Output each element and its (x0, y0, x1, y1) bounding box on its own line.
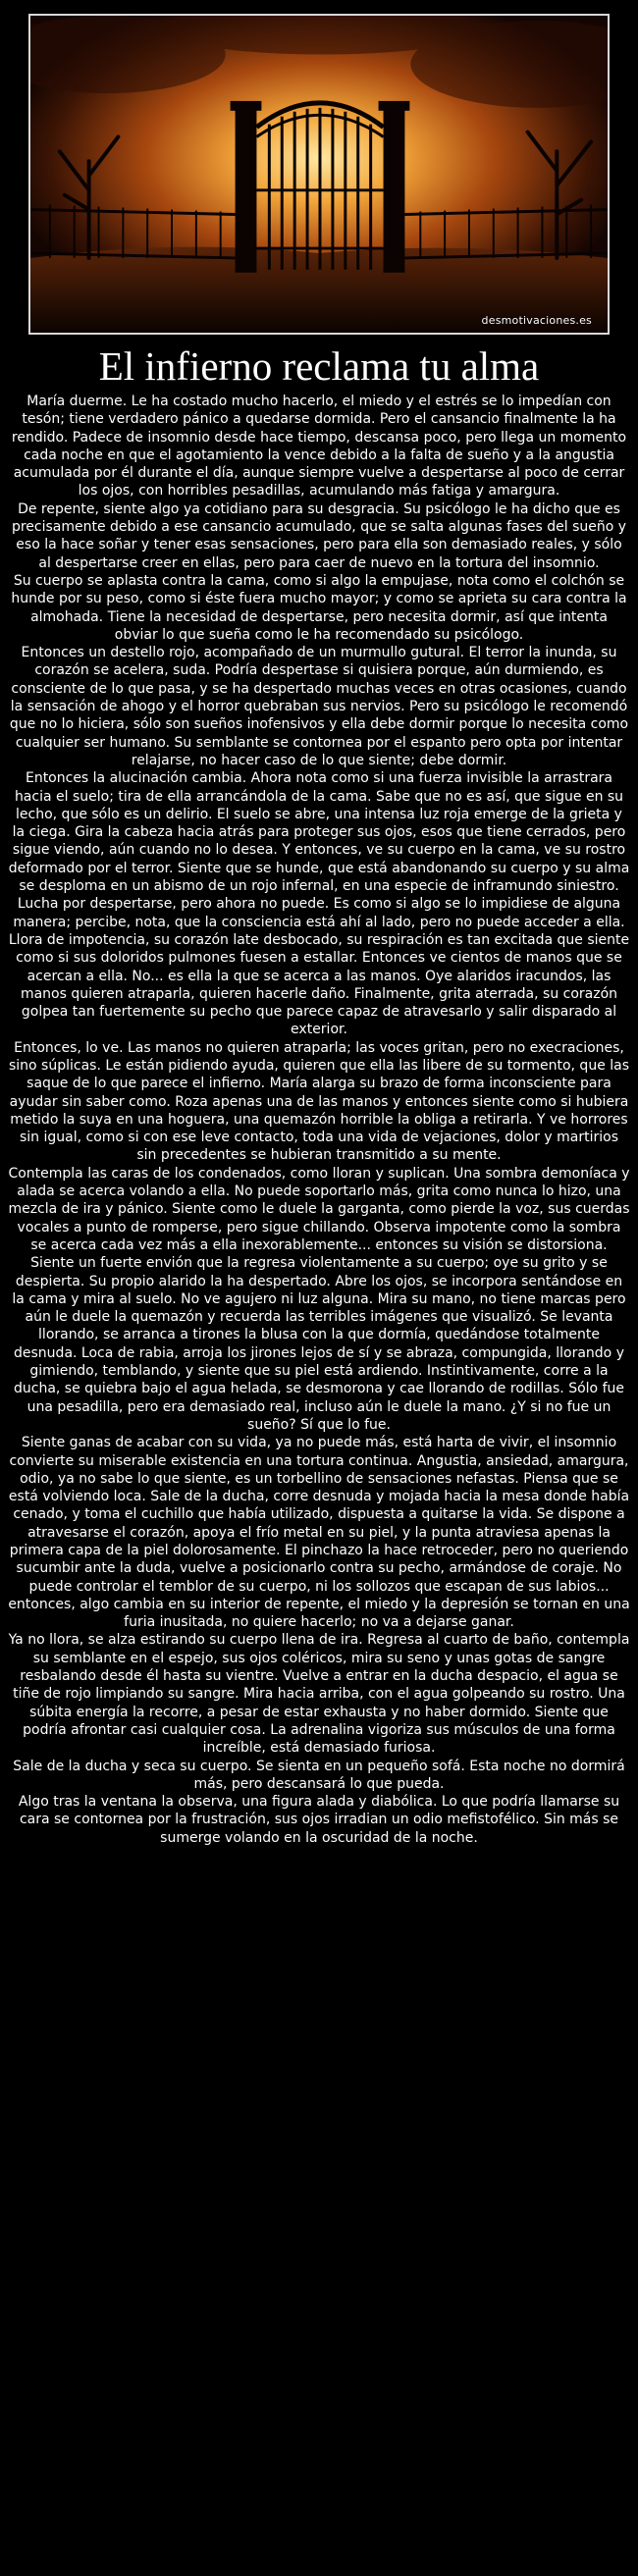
page-title: El infierno reclama tu alma (98, 343, 540, 389)
paragraph: Siente un fuerte envión que la regresa violentamente a su cuerpo; oye su grito y se despierta. Su propio alarido la ha despertado. Abre los ojos, se incorpora sentándose en la cama y mira al suelo. No ve agujero ni luz alguna. Mira su mano, no tiene marcas pero aún le duele la quemazón y recuerda las terribles imágenes que visualizó. Se levanta llorando, se arranca a tirones la blusa con la que dormía, quedándose totalmente desnuda. Loca de rabia, arroja los jirones lejos de sí y se abraza, compungida, llorando y gimiendo, temblando, y siente que su piel está ardiendo. Instintivamente, corre a la ducha, se quiebra bajo el agua helada, se desmorona y cae llorando de rodillas. Sólo fue una pesadilla, pero era demasiado real, incluso aún le duele la mano. ¿Y si no fue un sueño? Sí que lo fue. (12, 1255, 626, 1433)
paragraph: Siente ganas de acabar con su vida, ya no puede más, está harta de vivir, el insomnio convierte su miserable existencia en una tortura continua. Angustia, ansiedad, amargura, odio, ya no sabe lo que siente, es un torbellino de sensaciones nefastas. Piensa que se está volviendo loca. Sale de la ducha, corre desnuda y mojada hacia la mesa donde había cenado, y toma el cuchillo que había utilizado, dispuesta a quitarse la vida. Se dispone a atravesarse el corazón, apoya el frío metal en su piel, y la punta atraviesa apenas la primera capa de la piel dolorosamente. El pinchazo la hace retroceder, pero no queriendo sucumbir ante la duda, vuelve a posicionarlo contra su pecho, armándose de coraje. No puede controlar el temblor de su cuerpo, ni los sollozos que escapan de sus labios... entonces, algo cambia en su interior de repente, el miedo y la depresión se tornan en una furia inusitada, no quiere hacerlo; no va a dejarse ganar. (8, 1435, 630, 1631)
story-body (8, 393, 630, 1847)
paragraph: De repente, siente algo ya cotidiano para su desgracia. Su psicólogo le ha dicho que es precisamente debido a ese cansancio acumulado, que se salta algunas fases del sueño y eso la hace soñar y tener esas sensaciones, pero para ella son demasiado reales, y sólo al despertarse creer en ellas, pero para caer de nuevo en la tortura del insomnio. (11, 500, 627, 571)
hell-gate-photo-icon (30, 16, 608, 333)
paragraph: Contempla las caras de los condenados, como lloran y suplican. Una sombra demoníaca y alada se acerca volando a ella. No puede soportarlo más, grita como nunca lo hizo, una mezcla de ira y pánico. Siente como le duele la garganta, como pierde la voz, sus cuerdas vocales a punto de romperse, pero sigue chillando. Observa impotente como la sombra se acerca cada vez más a ella inexorablemente... entonces su visión se distorsiona. (8, 1165, 630, 1253)
paragraph: Entonces un destello rojo, acompañado de un murmullo gutural. El terror la inunda, su corazón se acelera, suda. Podría despertase si quisiera porque, aún durmiendo, es consciente de lo que pasa, y se ha despertado muchas veces en otras ocasiones, cuando la sensación de ahogo y el horror quebraban sus nervios. Pero su psicólogo le recomendó que no lo hiciera, sólo son sueños inofensivos y ella debe dormir porque lo necesita como cualquier ser humano. Su semblante se contornea por el espanto pero opta por intentar relajarse, no hacer caso de lo que siente; debe dormir. (9, 645, 629, 768)
paragraph: María duerme. Le ha costado mucho hacerlo, el miedo y el estrés se lo impedían con tesón; tiene verdadero pánico a quedarse dormida. Pero el cansancio finalmente la ha rendido. Padece de insomnio desde hace tiempo, descansa poco, pero llega un momento cada noche en que el agotamiento la vence debido a la falta de sueño y a la angustia acumulada por él durante el día, aunque siempre vuelve a despertarse al poco de cerrar los ojos, con horribles pesadillas, acumulando más fatiga y amargura. (11, 394, 627, 499)
paragraph: Algo tras la ventana la observa, una figura alada y diabólica. Lo que podría llamarse su cara se contornea por la frustración, sus ojos irradian un odio mefistofélico. Sin más se sumerge volando en la oscuridad de la noche. (18, 1794, 620, 1846)
paragraph: Su cuerpo se aplasta contra la cama, como si algo la empujase, nota como el colchón se hunde por su peso, como si éste fuera mucho mayor; y como se aprieta su cara contra la almohada. Tiene la necesidad de despertarse, pero necesita dormir, así que intenta obviar lo que sueña como le ha recomendado su psicólogo. (11, 572, 627, 643)
poster-photo (28, 14, 610, 335)
paragraph: Sale de la ducha y seca su cuerpo. Se sienta en un pequeño sofá. Esta noche no dormirá más, pero descansará lo que pueda. (13, 1758, 625, 1792)
paragraph: Lucha por despertarse, pero ahora no puede. Es como si algo se lo impidiese de alguna manera; percibe, nota, que la consciencia está ahí al lado, pero no puede acceder a ella. Llora de impotencia, su corazón late desbocado, su respiración es tan excitada que siente como si sus doloridos pulmones fuesen a estallar. Entonces ve cientos de manos que se acercan a ella. No... es ella la que se acerca a las manos. Oye alaridos iracundos, las manos quieren atraparla, quieren hacerle daño. Finalmente, grita aterrada, su corazón golpea tan fuertemente su pecho que parece capaz de atravesarlo y salir disparado al exterior. (8, 896, 630, 1038)
paragraph: Ya no llora, se alza estirando su cuerpo llena de ira. Regresa al cuarto de baño, contempla su semblante en el espejo, sus ojos coléricos, mira su seno y unas gotas de sangre resbalando desde él hasta su vientre. Vuelve a entrar en la ducha despacio, el agua se tiñe de rojo limpiando su sangre. Mira hacia arriba, con el agua golpeando su rostro. Una súbita energía la recorre, a pesar de estar exhausta y no haber dormido. Siente que podría afrontar casi cualquier cosa. La adrenalina vigoriza sus músculos de una forma increíble, está demasiado furiosa. (8, 1632, 630, 1757)
paragraph: Entonces la alucinación cambia. Ahora nota como si una fuerza invisible la arrastrara hacia el suelo; tira de ella arrancándola de la cama. Sabe que no es así, que sigue en su lecho, que sólo es un delirio. El suelo se abre, una intensa luz roja emerge de la grieta y la ciega. Gira la cabeza hacia atrás para proteger sus ojos, esos que tiene cerrados, pero sigue viendo, aún cuando no lo desea. Y entonces, ve su cuerpo en la cama, ve su rostro deformado por el terror. Siente que se hunde, que está abandonando su cuerpo y su alma se desploma en un abismo de un rojo infernal, en una especie de inframundo siniestro. (8, 770, 630, 895)
watermark: desmotivaciones.es (481, 314, 592, 327)
paragraph: Entonces, lo ve. Las manos no quieren atraparla; las voces gritan, pero no execraciones, sino súplicas. Le están pidiendo ayuda, quieren que ella las libere de su tormento, que las saque de lo que parece el infierno. María alarga su brazo de forma inconsciente para ayudar sin saber como. Roza apenas una de las manos y entonces siente como si hubiera metido la suya en una hoguera, una quemazón horrible la obliga a retirarla. Y ve horrores sin igual, como si con ese leve contacto, toda una vida de vejaciones, dolor y martirios sin precedentes se hubieran transmitido a su mente. (8, 1039, 630, 1164)
